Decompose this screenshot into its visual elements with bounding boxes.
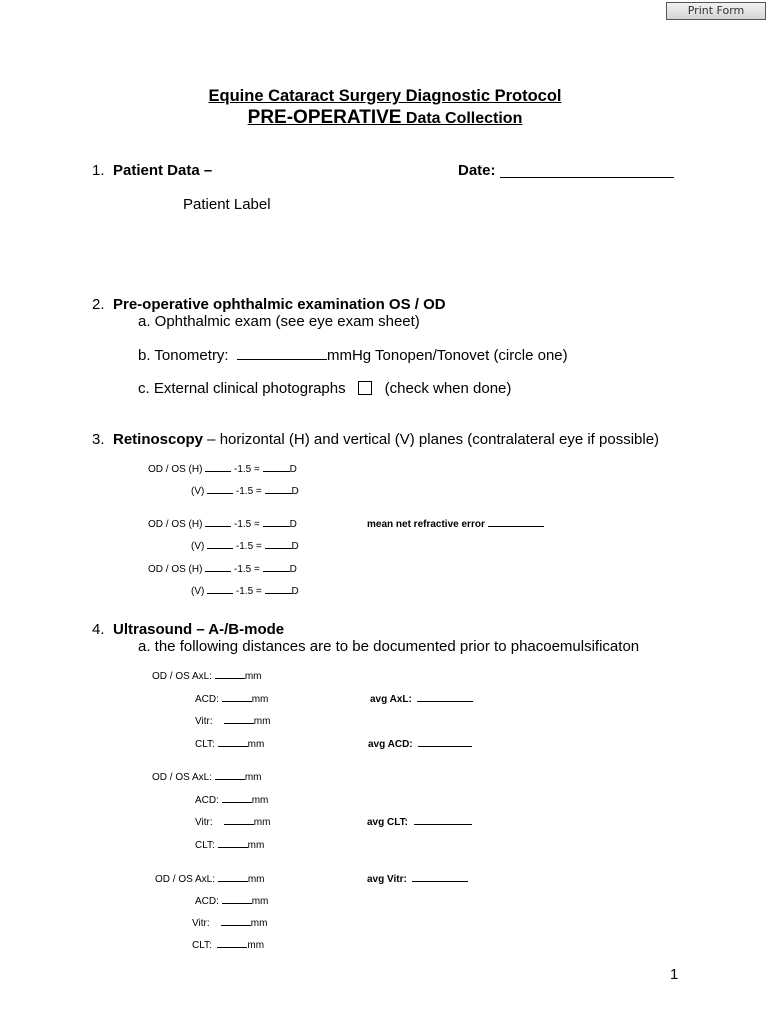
us-input[interactable] xyxy=(222,801,252,803)
us-row-1 xyxy=(152,671,261,682)
tonometry-label: b. Tonometry: xyxy=(138,347,229,364)
retino-label: OD / OS (H) xyxy=(148,519,203,530)
us-row-2 xyxy=(195,694,268,705)
us-label: CLT: xyxy=(195,840,215,851)
retino-label: (V) xyxy=(191,541,205,552)
us-row-12 xyxy=(192,940,264,951)
avg-vitr xyxy=(367,874,468,885)
us-row-11 xyxy=(192,918,267,929)
photographs-suffix: (check when done) xyxy=(384,380,512,397)
retino-input[interactable] xyxy=(207,492,233,494)
us-label: Vitr: xyxy=(195,817,213,828)
us-label: OD / OS AxL: xyxy=(152,772,213,783)
us-unit: mm xyxy=(253,716,271,727)
us-input[interactable] xyxy=(224,722,254,724)
us-unit: mm xyxy=(251,896,269,907)
retino-row-2 xyxy=(191,486,299,497)
us-unit: mm xyxy=(247,940,265,951)
retino-mid: -1.5 = xyxy=(235,541,262,552)
retino-unit: D xyxy=(291,541,299,552)
us-unit: mm xyxy=(247,840,265,851)
section1-heading: Patient Data – xyxy=(113,162,213,179)
us-unit: mm xyxy=(244,671,262,682)
us-input[interactable] xyxy=(221,924,251,926)
subtitle-main: PRE-OPERATIVE xyxy=(247,107,402,128)
retino-label: OD / OS (H) xyxy=(148,464,203,475)
section1-number: 1. xyxy=(92,162,105,179)
retino-mid: -1.5 = xyxy=(234,564,260,575)
tonometry-field[interactable] xyxy=(237,358,327,360)
us-unit: mm xyxy=(247,874,265,885)
us-input[interactable] xyxy=(222,902,252,904)
retino-input[interactable] xyxy=(207,592,233,594)
retino-unit: D xyxy=(289,519,297,530)
section3-heading xyxy=(113,431,659,448)
us-row-9 xyxy=(155,874,264,885)
retino-input[interactable] xyxy=(205,470,231,472)
print-form-button[interactable]: Print Form xyxy=(666,2,766,20)
retino-result[interactable] xyxy=(265,547,292,549)
retino-label: OD / OS (H) xyxy=(148,564,203,575)
us-unit: mm xyxy=(251,795,269,806)
section4-heading: Ultrasound – A-/B-mode xyxy=(113,621,285,638)
retino-mid: -1.5 = xyxy=(234,519,260,530)
form-subtitle xyxy=(0,107,770,129)
retino-unit: D xyxy=(289,464,297,475)
retino-result[interactable] xyxy=(265,492,292,494)
retino-input[interactable] xyxy=(205,525,231,527)
retino-mid: -1.5 = xyxy=(235,586,262,597)
retino-mid: -1.5 = xyxy=(234,464,260,475)
us-label: ACD: xyxy=(195,694,219,705)
retino-row-3 xyxy=(148,519,297,530)
photographs-label: c. External clinical photographs xyxy=(138,380,346,397)
us-input[interactable] xyxy=(215,778,245,780)
us-label: ACD: xyxy=(195,896,219,907)
retino-result[interactable] xyxy=(263,470,290,472)
us-input[interactable] xyxy=(217,946,247,948)
us-label: OD / OS AxL: xyxy=(155,874,216,885)
avg-acd-label: avg ACD: xyxy=(368,739,413,750)
us-label: Vitr: xyxy=(192,918,210,929)
retino-row-6 xyxy=(191,586,299,597)
retino-unit: D xyxy=(291,586,299,597)
us-label: Vitr: xyxy=(195,716,213,727)
mean-refractive-label: mean net refractive error xyxy=(367,519,485,530)
us-label: CLT: xyxy=(192,940,212,951)
date-field[interactable] xyxy=(500,176,674,178)
avg-acd xyxy=(368,739,472,750)
avg-axl-label: avg AxL: xyxy=(370,694,412,705)
retino-input[interactable] xyxy=(207,547,233,549)
us-row-4 xyxy=(195,739,264,750)
us-input[interactable] xyxy=(218,745,248,747)
page-number: 1 xyxy=(670,966,679,983)
retino-input[interactable] xyxy=(205,570,231,572)
retino-label: (V) xyxy=(191,586,205,597)
retino-unit: D xyxy=(291,486,299,497)
us-input[interactable] xyxy=(222,700,252,702)
avg-axl xyxy=(370,694,473,705)
retinoscopy-title: Retinoscopy xyxy=(113,431,204,448)
us-input[interactable] xyxy=(218,880,248,882)
section2-item-a: a. Ophthalmic exam (see eye exam sheet) xyxy=(138,313,420,330)
us-row-5 xyxy=(152,772,261,783)
form-title: Equine Cataract Surgery Diagnostic Protocol xyxy=(208,87,562,105)
section2-item-c xyxy=(138,380,511,397)
retinoscopy-description: – horizontal (H) and vertical (V) planes (contralateral eye if possible) xyxy=(203,431,660,448)
us-unit: mm xyxy=(253,817,271,828)
section2-heading: Pre-operative ophthalmic examination OS / OD xyxy=(113,296,446,313)
section3-number: 3. xyxy=(92,431,105,448)
mean-refractive-field[interactable] xyxy=(488,525,544,527)
us-unit: mm xyxy=(251,694,269,705)
retino-unit: D xyxy=(289,564,297,575)
section2-item-b xyxy=(138,347,568,364)
section4-item-a: a. the following distances are to be documented prior to phacoemulsificaton xyxy=(138,638,640,655)
us-row-6 xyxy=(195,795,268,806)
avg-clt-label: avg CLT: xyxy=(367,817,408,828)
retino-row-1 xyxy=(148,464,297,475)
retino-result[interactable] xyxy=(263,525,290,527)
retino-row-5 xyxy=(148,564,297,575)
photographs-checkbox[interactable] xyxy=(358,381,372,395)
us-unit: mm xyxy=(247,739,265,750)
subtitle-rest: Data Collection xyxy=(401,110,523,127)
retino-row-4 xyxy=(191,541,299,552)
avg-acd-field[interactable] xyxy=(418,745,472,747)
retino-result[interactable] xyxy=(263,570,290,572)
us-row-3 xyxy=(195,716,270,727)
section4-number: 4. xyxy=(92,621,105,638)
us-input[interactable] xyxy=(224,823,254,825)
avg-clt-field[interactable] xyxy=(414,823,472,825)
us-label: OD / OS AxL: xyxy=(152,671,213,682)
mean-refractive-error xyxy=(367,519,544,530)
tonometry-suffix: mmHg Tonopen/Tonovet (circle one) xyxy=(326,347,568,364)
date-label: Date: xyxy=(458,162,496,179)
avg-axl-field[interactable] xyxy=(417,700,473,702)
us-row-10 xyxy=(195,896,268,907)
patient-label: Patient Label xyxy=(183,196,271,213)
retino-result[interactable] xyxy=(265,592,292,594)
retino-label: (V) xyxy=(191,486,205,497)
us-row-8 xyxy=(195,840,264,851)
avg-vitr-field[interactable] xyxy=(412,880,468,882)
us-unit: mm xyxy=(250,918,268,929)
us-row-7 xyxy=(195,817,270,828)
us-input[interactable] xyxy=(218,846,248,848)
us-label: ACD: xyxy=(195,795,219,806)
retino-mid: -1.5 = xyxy=(235,486,262,497)
section2-number: 2. xyxy=(92,296,105,313)
us-unit: mm xyxy=(244,772,262,783)
avg-vitr-label: avg Vitr: xyxy=(367,874,407,885)
us-label: CLT: xyxy=(195,739,215,750)
avg-clt xyxy=(367,817,472,828)
us-input[interactable] xyxy=(215,677,245,679)
